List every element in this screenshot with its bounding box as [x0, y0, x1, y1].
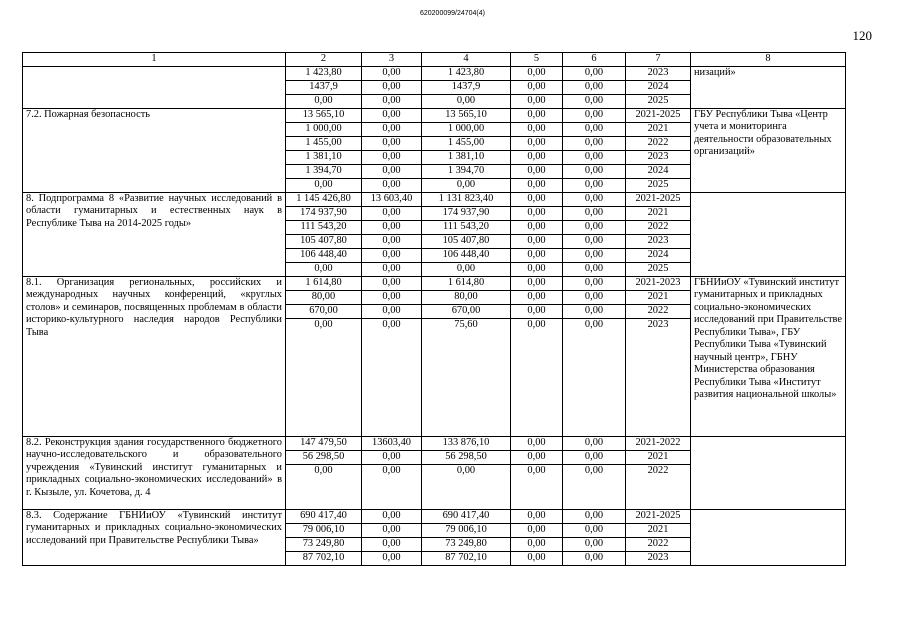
- amount-cell: 1437,9: [286, 80, 362, 94]
- amount-cell: 1 381,10: [286, 150, 362, 164]
- amount-cell: 0,00: [563, 164, 626, 178]
- amount-cell: 0,00: [511, 206, 563, 220]
- column-number: 7: [626, 53, 691, 67]
- table-row: [23, 108, 846, 122]
- amount-cell: 0,00: [362, 248, 422, 262]
- amount-cell: 0,00: [362, 108, 422, 122]
- amount-cell: 0,00: [563, 509, 626, 523]
- amount-cell: 0,00: [563, 262, 626, 276]
- period-cell: 2022: [626, 537, 691, 551]
- amount-cell: 0,00: [286, 178, 362, 192]
- amount-cell: 0,00: [511, 178, 563, 192]
- table-row: [23, 66, 846, 80]
- amount-cell: 0,00: [511, 164, 563, 178]
- amount-cell: 1 455,00: [422, 136, 511, 150]
- amount-cell: 0,00: [511, 150, 563, 164]
- amount-cell: 0,00: [362, 290, 422, 304]
- period-cell: 2022: [626, 464, 691, 509]
- amount-cell: 0,00: [511, 276, 563, 290]
- amount-cell: 0,00: [511, 234, 563, 248]
- amount-cell: 0,00: [286, 262, 362, 276]
- amount-cell: 73 249,80: [422, 537, 511, 551]
- table-row: [23, 509, 846, 523]
- activity-name: 8.3. Содержание ГБНИиОУ «Тувинский институт гуманитарных и прикладных социально-экономических исследований при Правительстве Республики Тыва»: [23, 509, 286, 565]
- period-cell: 2023: [626, 234, 691, 248]
- period-cell: 2021: [626, 523, 691, 537]
- period-cell: 2021: [626, 122, 691, 136]
- amount-cell: 690 417,40: [286, 509, 362, 523]
- amount-cell: 0,00: [511, 318, 563, 436]
- period-cell: 2021-2022: [626, 436, 691, 450]
- amount-cell: 0,00: [422, 262, 511, 276]
- amount-cell: 87 702,10: [286, 551, 362, 565]
- amount-cell: 0,00: [422, 94, 511, 108]
- amount-cell: 105 407,80: [286, 234, 362, 248]
- column-number: 1: [23, 53, 286, 67]
- amount-cell: 0,00: [511, 464, 563, 509]
- amount-cell: 0,00: [511, 509, 563, 523]
- activity-name: 8.2. Реконструкция здания государственного бюджетного научно-исследовательского и образовательного учреждения «Тувинский институт гуманитарных и прикладных социально-экономических исследований» в г. Кызыле, ул. Кочетова, д. 4: [23, 436, 286, 509]
- activity-name: 7.2. Пожарная безопасность: [23, 108, 286, 192]
- period-cell: 2023: [626, 551, 691, 565]
- period-cell: 2025: [626, 178, 691, 192]
- executor-cell: [691, 192, 846, 276]
- amount-cell: 0,00: [511, 136, 563, 150]
- amount-cell: 106 448,40: [422, 248, 511, 262]
- period-cell: 2023: [626, 66, 691, 80]
- amount-cell: 0,00: [362, 537, 422, 551]
- amount-cell: 0,00: [563, 234, 626, 248]
- amount-cell: 13 565,10: [286, 108, 362, 122]
- amount-cell: 690 417,40: [422, 509, 511, 523]
- amount-cell: 0,00: [563, 80, 626, 94]
- amount-cell: 0,00: [563, 192, 626, 206]
- amount-cell: 0,00: [362, 262, 422, 276]
- amount-cell: 0,00: [563, 318, 626, 436]
- amount-cell: 111 543,20: [422, 220, 511, 234]
- amount-cell: 1 381,10: [422, 150, 511, 164]
- amount-cell: 670,00: [286, 304, 362, 318]
- amount-cell: 1 614,80: [286, 276, 362, 290]
- period-cell: 2021: [626, 206, 691, 220]
- amount-cell: 0,00: [362, 220, 422, 234]
- column-number: 5: [511, 53, 563, 67]
- amount-cell: 0,00: [563, 537, 626, 551]
- amount-cell: 87 702,10: [422, 551, 511, 565]
- period-cell: 2021: [626, 290, 691, 304]
- amount-cell: 0,00: [563, 150, 626, 164]
- page-number: 120: [852, 28, 872, 43]
- amount-cell: 0,00: [362, 523, 422, 537]
- table-row: [23, 276, 846, 290]
- period-cell: 2021-2023: [626, 276, 691, 290]
- amount-cell: 0,00: [563, 66, 626, 80]
- period-cell: 2024: [626, 80, 691, 94]
- amount-cell: 1 423,80: [422, 66, 511, 80]
- amount-cell: 0,00: [362, 276, 422, 290]
- amount-cell: 79 006,10: [286, 523, 362, 537]
- table-row: [23, 192, 846, 206]
- activity-name: 8. Подпрограмма 8 «Развитие научных исследований в области гуманитарных и естественных наук в Республике Тыва на 2014-2025 годы»: [23, 192, 286, 276]
- period-cell: 2021-2025: [626, 509, 691, 523]
- amount-cell: 0,00: [511, 551, 563, 565]
- amount-cell: 147 479,50: [286, 436, 362, 450]
- amount-cell: 0,00: [286, 94, 362, 108]
- amount-cell: 1 423,80: [286, 66, 362, 80]
- amount-cell: 79 006,10: [422, 523, 511, 537]
- executor-cell: [691, 509, 846, 565]
- column-number: 3: [362, 53, 422, 67]
- amount-cell: 670,00: [422, 304, 511, 318]
- period-cell: 2023: [626, 150, 691, 164]
- period-cell: 2021-2025: [626, 192, 691, 206]
- amount-cell: 174 937,90: [422, 206, 511, 220]
- amount-cell: 0,00: [563, 436, 626, 450]
- amount-cell: 0,00: [563, 248, 626, 262]
- amount-cell: 0,00: [563, 136, 626, 150]
- amount-cell: 174 937,90: [286, 206, 362, 220]
- period-cell: 2023: [626, 318, 691, 436]
- amount-cell: 0,00: [362, 234, 422, 248]
- column-number: 6: [563, 53, 626, 67]
- executor-cell: ГБНИиОУ «Тувинский институт гуманитарных и прикладных социально-экономических исследований при Правительстве Республики Тыва», ГБУ Республики Тыва «Тувинский научный центр», ГБНУ Министерства образования Республики Тыва «Институт развития национальной школы»: [691, 276, 846, 436]
- amount-cell: 1 394,70: [286, 164, 362, 178]
- amount-cell: 1437,9: [422, 80, 511, 94]
- amount-cell: 0,00: [563, 206, 626, 220]
- executor-cell: ГБУ Республики Тыва «Центр учета и мониторинга деятельности образовательных организаций»: [691, 108, 846, 192]
- amount-cell: 0,00: [563, 94, 626, 108]
- period-cell: 2021: [626, 450, 691, 464]
- amount-cell: 0,00: [511, 436, 563, 450]
- amount-cell: 0,00: [563, 108, 626, 122]
- amount-cell: 0,00: [362, 551, 422, 565]
- amount-cell: 1 000,00: [422, 122, 511, 136]
- amount-cell: 0,00: [511, 220, 563, 234]
- executor-cell: [691, 436, 846, 509]
- amount-cell: 1 145 426,80: [286, 192, 362, 206]
- column-number: 2: [286, 53, 362, 67]
- amount-cell: 0,00: [511, 262, 563, 276]
- amount-cell: 1 614,80: [422, 276, 511, 290]
- amount-cell: 0,00: [362, 164, 422, 178]
- amount-cell: 0,00: [563, 464, 626, 509]
- activity-name: 8.1. Организация региональных, российских и международных научных конференций, «круглых столов» и семинаров, посвященных проблемам в области историко-культурного наследия народов Республики Тыва: [23, 276, 286, 436]
- amount-cell: 0,00: [511, 290, 563, 304]
- amount-cell: 73 249,80: [286, 537, 362, 551]
- amount-cell: 0,00: [563, 450, 626, 464]
- amount-cell: 0,00: [563, 276, 626, 290]
- period-cell: 2025: [626, 94, 691, 108]
- amount-cell: 13 565,10: [422, 108, 511, 122]
- amount-cell: 1 000,00: [286, 122, 362, 136]
- amount-cell: 0,00: [362, 509, 422, 523]
- period-cell: 2024: [626, 164, 691, 178]
- amount-cell: 1 394,70: [422, 164, 511, 178]
- document-id: 620200099/24704(4): [419, 10, 485, 17]
- amount-cell: 0,00: [563, 551, 626, 565]
- amount-cell: 1 131 823,40: [422, 192, 511, 206]
- amount-cell: 0,00: [286, 464, 362, 509]
- period-cell: 2022: [626, 220, 691, 234]
- amount-cell: 56 298,50: [286, 450, 362, 464]
- amount-cell: 56 298,50: [422, 450, 511, 464]
- amount-cell: 0,00: [563, 122, 626, 136]
- amount-cell: 0,00: [511, 108, 563, 122]
- budget-table: [22, 52, 846, 566]
- period-cell: 2025: [626, 262, 691, 276]
- amount-cell: 0,00: [563, 178, 626, 192]
- amount-cell: 0,00: [362, 66, 422, 80]
- activity-name: [23, 66, 286, 108]
- amount-cell: 0,00: [362, 318, 422, 436]
- period-cell: 2022: [626, 304, 691, 318]
- amount-cell: 0,00: [511, 537, 563, 551]
- amount-cell: 13603,40: [362, 436, 422, 450]
- amount-cell: 0,00: [511, 66, 563, 80]
- amount-cell: 0,00: [422, 464, 511, 509]
- amount-cell: 0,00: [362, 94, 422, 108]
- amount-cell: 0,00: [362, 450, 422, 464]
- amount-cell: 0,00: [362, 206, 422, 220]
- amount-cell: 0,00: [362, 304, 422, 318]
- amount-cell: 133 876,10: [422, 436, 511, 450]
- amount-cell: 0,00: [511, 523, 563, 537]
- period-cell: 2021-2025: [626, 108, 691, 122]
- amount-cell: 0,00: [362, 80, 422, 94]
- amount-cell: 0,00: [511, 80, 563, 94]
- column-number: 4: [422, 53, 511, 67]
- amount-cell: 0,00: [422, 178, 511, 192]
- amount-cell: 0,00: [563, 304, 626, 318]
- amount-cell: 0,00: [362, 178, 422, 192]
- column-number: 8: [691, 53, 846, 67]
- table-row: [23, 436, 846, 450]
- amount-cell: 0,00: [511, 192, 563, 206]
- period-cell: 2024: [626, 248, 691, 262]
- amount-cell: 0,00: [362, 464, 422, 509]
- amount-cell: 0,00: [563, 290, 626, 304]
- amount-cell: 80,00: [286, 290, 362, 304]
- amount-cell: 0,00: [511, 304, 563, 318]
- amount-cell: 80,00: [422, 290, 511, 304]
- amount-cell: 0,00: [362, 136, 422, 150]
- amount-cell: 13 603,40: [362, 192, 422, 206]
- period-cell: 2022: [626, 136, 691, 150]
- executor-cell: низаций»: [691, 66, 846, 108]
- amount-cell: 0,00: [563, 523, 626, 537]
- amount-cell: 0,00: [362, 122, 422, 136]
- amount-cell: 0,00: [511, 450, 563, 464]
- amount-cell: 105 407,80: [422, 234, 511, 248]
- amount-cell: 0,00: [511, 94, 563, 108]
- amount-cell: 0,00: [511, 248, 563, 262]
- amount-cell: 0,00: [511, 122, 563, 136]
- column-number-row: [23, 53, 846, 67]
- amount-cell: 0,00: [286, 318, 362, 436]
- amount-cell: 1 455,00: [286, 136, 362, 150]
- amount-cell: 75,60: [422, 318, 511, 436]
- amount-cell: 0,00: [563, 220, 626, 234]
- amount-cell: 0,00: [362, 150, 422, 164]
- amount-cell: 111 543,20: [286, 220, 362, 234]
- amount-cell: 106 448,40: [286, 248, 362, 262]
